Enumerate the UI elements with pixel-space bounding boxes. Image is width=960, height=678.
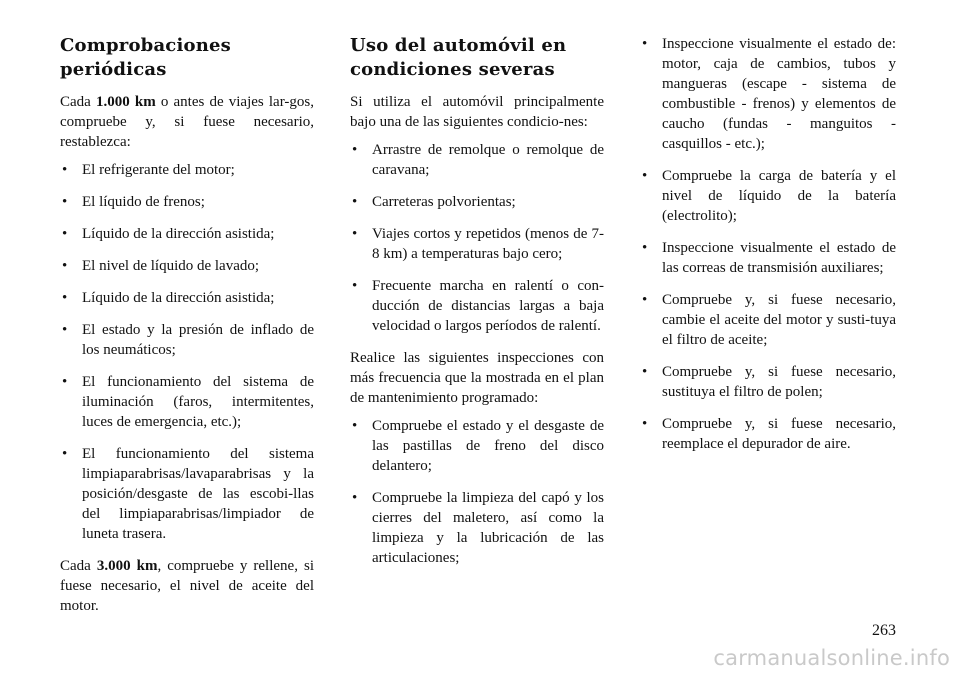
inspections-list bbox=[350, 416, 604, 568]
list-item: • Compruebe y, si fuese necesario, cambie el aceite del motor y susti-tuya el filtro de aceite; bbox=[640, 290, 896, 350]
list-item: • Líquido de la dirección asistida; bbox=[60, 288, 314, 308]
list-item: • El líquido de frenos; bbox=[60, 192, 314, 212]
list-item: • Viajes cortos y repetidos (menos de 7-8 km) a temperaturas bajo cero; bbox=[350, 224, 604, 264]
list-item: • El funcionamiento del sistema limpiaparabrisas/lavaparabrisas y la posición/desgaste de las escobi-llas del limpiaparabrisas/limpiador de luneta trasera. bbox=[60, 444, 314, 544]
list-item: • Arrastre de remolque o remolque de caravana; bbox=[350, 140, 604, 180]
severe-intro: Si utiliza el automóvil principalmente bajo una de las siguientes condicio-nes: bbox=[350, 94, 604, 130]
list-item: • Compruebe y, si fuese necesario, reemplace el depurador de aire. bbox=[640, 414, 896, 454]
list-item: • El estado y la presión de inflado de los neumáticos; bbox=[60, 320, 314, 360]
list-item: • El refrigerante del motor; bbox=[60, 160, 314, 180]
periodic-check-list bbox=[60, 160, 314, 544]
list-item: • Inspeccione visualmente el estado de las correas de transmisión auxiliares; bbox=[640, 238, 896, 278]
list-item: • Compruebe la carga de batería y el nivel de líquido de la batería (electrolito); bbox=[640, 166, 896, 226]
severe-conditions-list bbox=[350, 140, 604, 336]
interval-3000km: 3.000 km bbox=[96, 558, 158, 574]
section-heading-periodic-checks: Comprobaciones periódicas bbox=[60, 35, 231, 80]
list-item: • El funcionamiento del sistema de iluminación (faros, intermitentes, luces de emergencia, etc.); bbox=[60, 372, 314, 432]
list-item: • Compruebe la limpieza del capó y los cierres del maletero, así como la limpieza y la lubricación de las articulaciones; bbox=[350, 488, 604, 568]
inspections-list-continued bbox=[640, 34, 896, 454]
periodic-outro: Cada 3.000 km, compruebe y rellene, si fuese necesario, el nivel de aceite del motor. bbox=[60, 558, 314, 614]
inspections-intro: Realice las siguientes inspecciones con más frecuencia que la mostrada en el plan de mantenimiento programado: bbox=[350, 350, 604, 406]
interval-1000km: 1.000 km bbox=[95, 94, 156, 110]
periodic-intro: Cada 1.000 km o antes de viajes lar-gos, compruebe y, si fuese necesario, restablezca: bbox=[60, 94, 314, 150]
list-item: • Carreteras polvorientas; bbox=[350, 192, 604, 212]
column-severe-conditions bbox=[350, 34, 604, 580]
section-heading-severe-conditions: Uso del automóvil en condiciones severas bbox=[350, 35, 567, 80]
watermark: carmanualsonline.info bbox=[713, 646, 950, 670]
list-item: • Compruebe y, si fuese necesario, sustituya el filtro de polen; bbox=[640, 362, 896, 402]
column-inspections-continued bbox=[640, 34, 896, 466]
list-item: • Inspeccione visualmente el estado de: motor, caja de cambios, tubos y mangueras (escape - sistema de combustible - frenos) y elementos de caucho (fundas - manguitos - casquillos - etc.); bbox=[640, 34, 896, 154]
page-number: 263 bbox=[872, 622, 896, 639]
list-item: • El nivel de líquido de lavado; bbox=[60, 256, 314, 276]
list-item: • Frecuente marcha en ralentí o con-ducción de distancias largas a baja velocidad o largos períodos de ralentí. bbox=[350, 276, 604, 336]
list-item: • Líquido de la dirección asistida; bbox=[60, 224, 314, 244]
column-periodic-checks bbox=[60, 34, 314, 624]
list-item: • Compruebe el estado y el desgaste de las pastillas de freno del disco delantero; bbox=[350, 416, 604, 476]
